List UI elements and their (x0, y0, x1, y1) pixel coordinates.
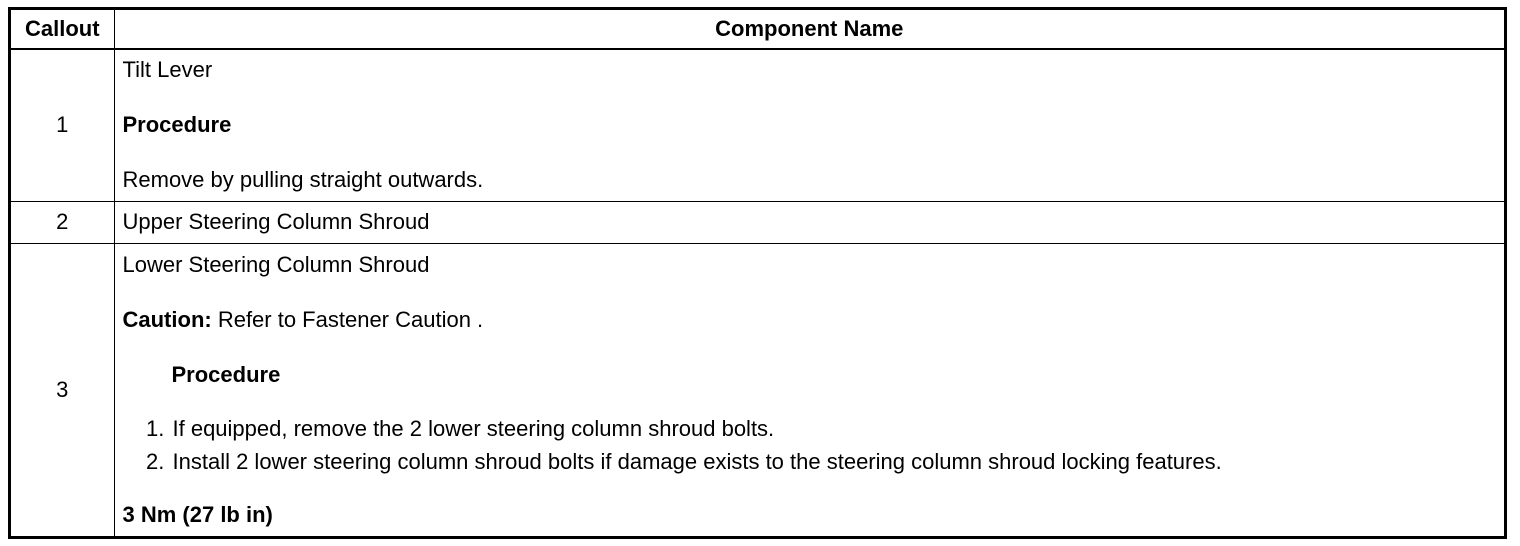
procedure-heading: Procedure (122, 112, 232, 138)
procedure-step: 2. Install 2 lower steering column shroud bolts if damage exists to the steering column shroud locking features. (171, 445, 1505, 478)
row-component (114, 201, 1504, 243)
caution-label: Caution: (122, 306, 212, 332)
table-row (11, 201, 1504, 243)
table-header-row (11, 10, 1504, 49)
torque-spec: 3 Nm (27 lb in) (122, 501, 273, 527)
procedure-text: Remove by pulling straight outwards. (122, 167, 484, 193)
header-component-name: Component Name (114, 10, 1504, 49)
header-callout: Callout (11, 10, 114, 49)
table-row (11, 49, 1504, 201)
procedure-step: 1. If equipped, remove the 2 lower steering column shroud bolts. (171, 412, 1505, 445)
component-name: Upper Steering Column Shroud (122, 209, 430, 234)
table-row (11, 243, 1504, 536)
caution-line (123, 307, 1505, 333)
component-name: Lower Steering Column Shroud (122, 251, 430, 277)
component-table-frame (8, 7, 1507, 539)
row-callout: 2 (11, 201, 114, 243)
procedure-heading: Procedure (171, 361, 281, 387)
procedure-steps (123, 412, 1505, 478)
row-component (114, 49, 1504, 201)
component-table (11, 10, 1504, 536)
component-name: Tilt Lever (122, 57, 213, 83)
row-component (114, 243, 1504, 536)
caution-text: Refer to Fastener Caution . (211, 306, 484, 332)
row-callout: 1 (11, 49, 114, 201)
row-callout: 3 (11, 243, 114, 536)
